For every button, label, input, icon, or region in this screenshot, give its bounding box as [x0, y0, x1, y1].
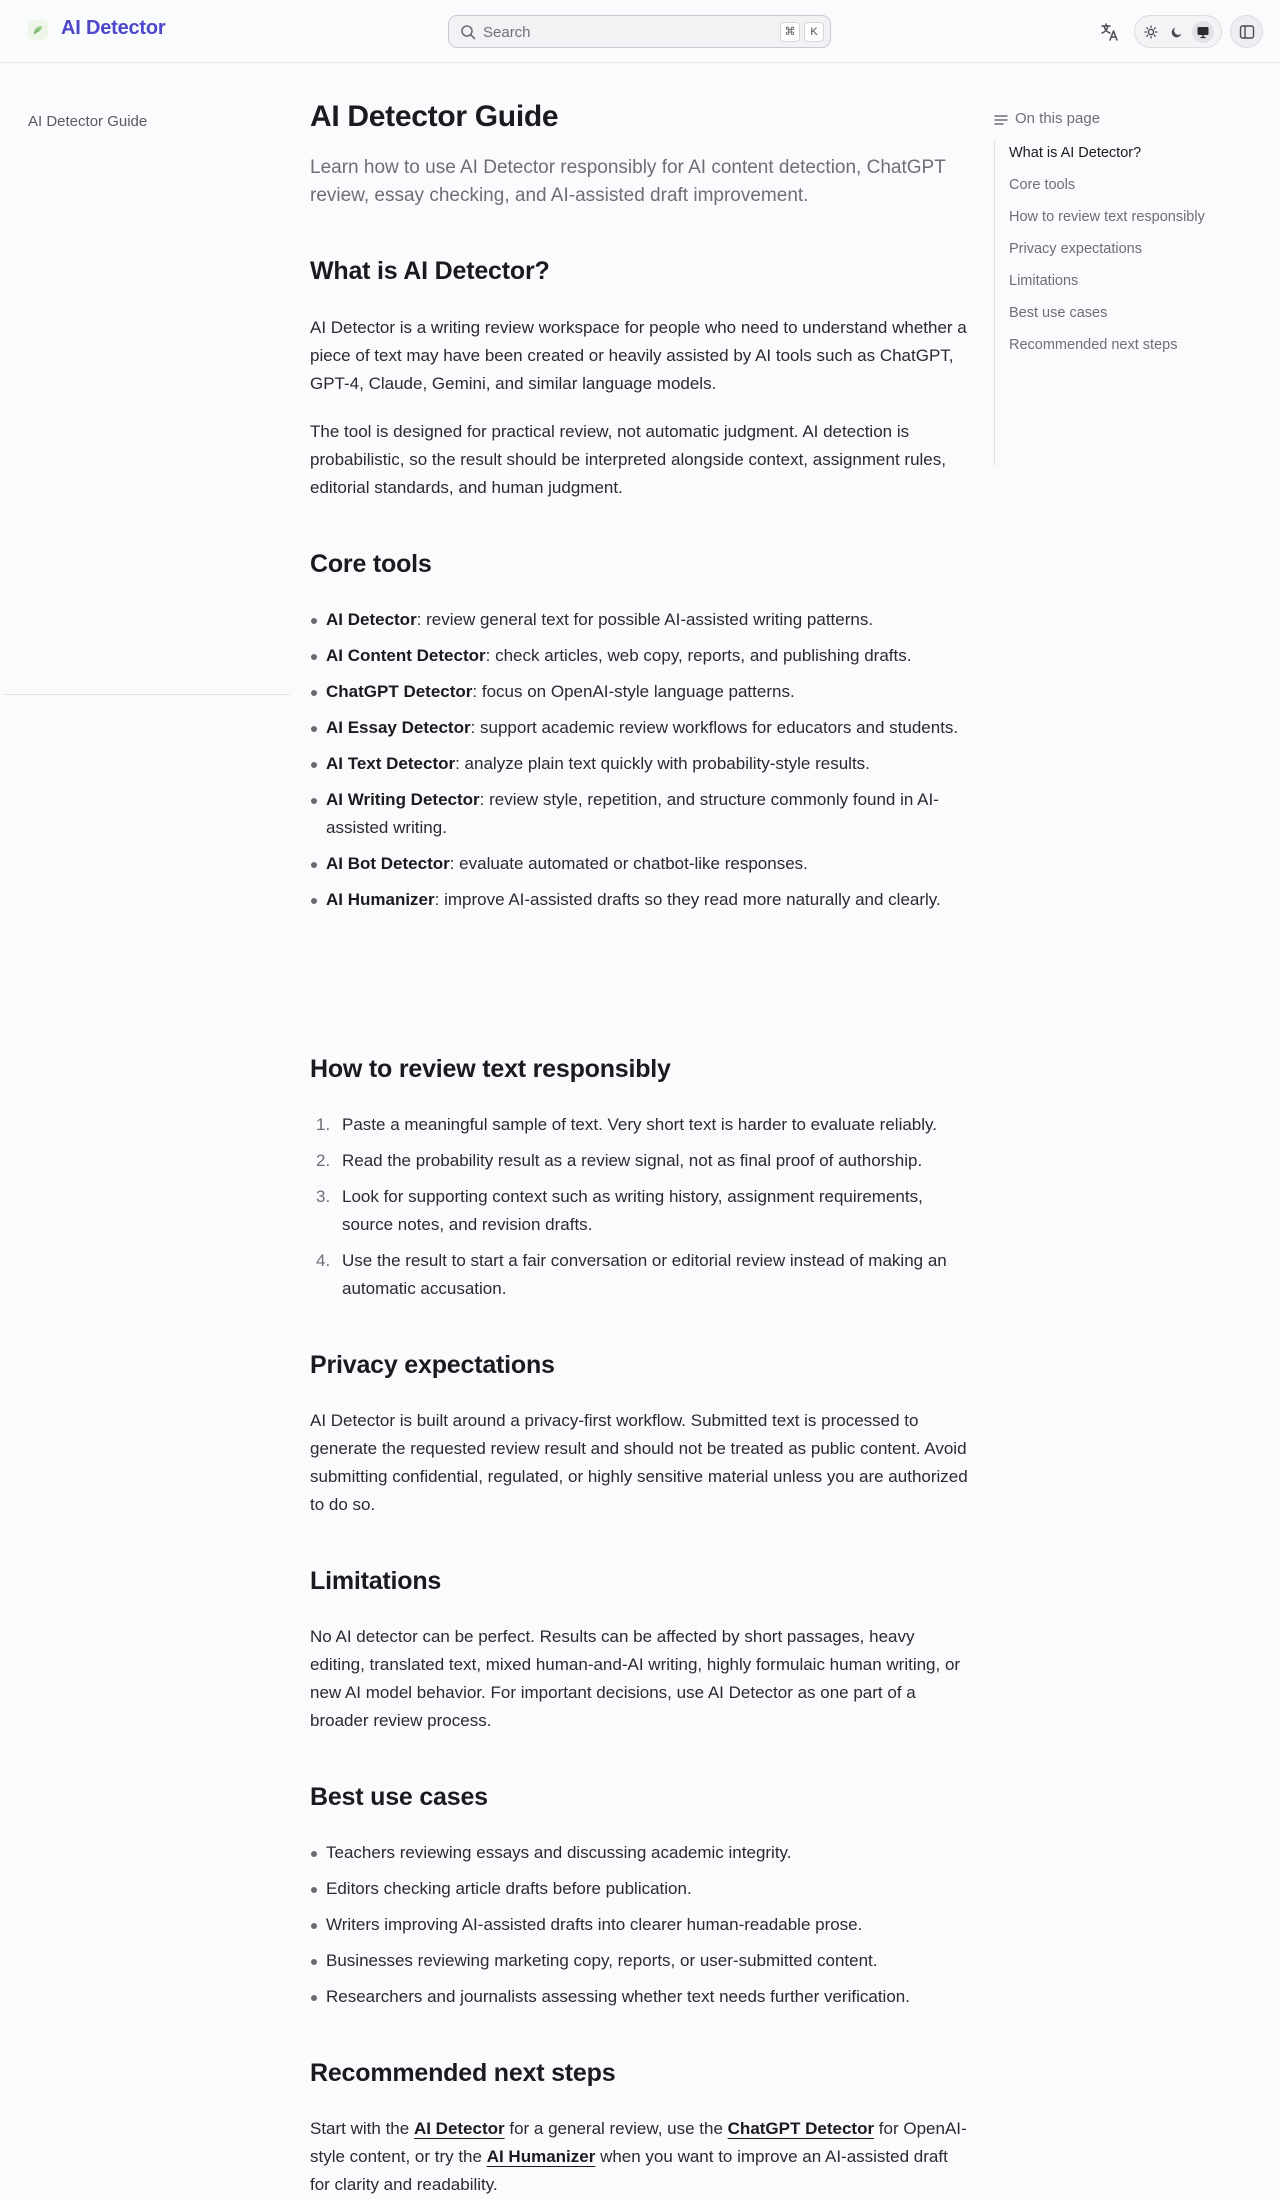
toc-item-privacy[interactable]: Privacy expectations — [1009, 241, 1142, 257]
list-item: Writers improving AI-assisted drafts into clearer human-readable prose. — [310, 1911, 970, 1939]
sun-icon[interactable] — [1140, 21, 1162, 43]
page-lead: Learn how to use AI Detector responsibly for AI content detection, ChatGPT review, essay checking, and AI-assisted draft improvement. — [310, 157, 946, 206]
toc-rail — [994, 140, 995, 466]
what-paragraph-2: The tool is designed for practical review, not automatic judgment. AI detection is probabilistic, so the result should be interpreted alongside context, assignment rules, editorial standards, and human judgment. — [310, 422, 946, 497]
theme-switcher — [1134, 15, 1222, 48]
list-item: 2. Read the probability result as a review signal, not as final proof of authorship. — [316, 1151, 923, 1170]
list-item: AI Bot Detector: evaluate automated or chatbot-like responses. — [310, 850, 970, 878]
list-item: Researchers and journalists assessing whether text needs further verification. — [310, 1983, 970, 2011]
heading-best-use-cases: Best use cases — [310, 1783, 488, 1811]
toc-item-what-is[interactable]: What is AI Detector? — [1009, 145, 1142, 161]
sidebar-item-ai-detector-guide[interactable]: AI Detector Guide — [28, 113, 148, 130]
leaf-logo-icon[interactable] — [26, 18, 50, 42]
privacy-paragraph: AI Detector is built around a privacy-first workflow. Submitted text is processed to generate the requested review result and should not be treated as public content. Avoid submitting confidential, regulated, or highly sensitive material unless you are authorized to do so. — [310, 1411, 968, 1514]
limitations-paragraph: No AI detector can be perfect. Results can be affected by short passages, heavy editing, translated text, mixed human-and-AI writing, highly formulaic human writing, or new AI model behavior. For important decisions, use AI Detector as one part of a broader review process. — [310, 1627, 961, 1730]
toc-title: On this page — [1015, 110, 1101, 127]
link-ai-humanizer[interactable]: AI Humanizer — [486, 2147, 596, 2166]
toc-item-best-use-cases[interactable]: Best use cases — [1009, 305, 1108, 321]
brand-title[interactable]: AI Detector — [61, 17, 166, 39]
list-item: 4. Use the result to start a fair conversation or editorial review instead of making an automatic accusation. — [316, 1251, 947, 1298]
toc-item-review[interactable]: How to review text responsibly — [1009, 209, 1205, 225]
heading-what-is: What is AI Detector? — [310, 257, 550, 285]
toc-item-next-steps[interactable]: Recommended next steps — [1009, 337, 1178, 353]
monitor-icon[interactable] — [1192, 21, 1214, 43]
list-item: AI Text Detector: analyze plain text quickly with probability-style results. — [310, 750, 970, 778]
list-item: 1. Paste a meaningful sample of text. Very short text is harder to evaluate reliably. — [316, 1115, 937, 1134]
link-ai-detector[interactable]: AI Detector — [413, 2119, 505, 2138]
top-navbar — [0, 0, 1280, 63]
translate-icon[interactable] — [1099, 21, 1121, 43]
toc-item-limitations[interactable]: Limitations — [1009, 273, 1079, 289]
list-item: Editors checking article drafts before publication. — [310, 1875, 970, 1903]
heading-privacy: Privacy expectations — [310, 1351, 555, 1379]
sidebar-toggle-icon[interactable] — [1230, 15, 1263, 48]
list-item: AI Humanizer: improve AI-assisted drafts so they read more naturally and clearly. — [310, 886, 970, 914]
list-item: 3. Look for supporting context such as writing history, assignment requirements, source notes, and revision drafts. — [316, 1187, 923, 1234]
heading-limitations: Limitations — [310, 1567, 442, 1595]
list-item: AI Essay Detector: support academic review workflows for educators and students. — [310, 714, 970, 742]
search-placeholder: Search — [483, 24, 531, 41]
link-chatgpt-detector[interactable]: ChatGPT Detector — [727, 2119, 875, 2138]
kbd-cmd: ⌘ — [780, 22, 800, 42]
next-steps-paragraph: Start with the AI Detector for a general review, use the ChatGPT Detector for OpenAI-style content, or try the AI Humanizer when you want to improve an AI-assisted draft for clarity and readability. — [310, 2119, 967, 2194]
list-item: AI Content Detector: check articles, web copy, reports, and publishing drafts. — [310, 642, 970, 670]
what-paragraph-1: AI Detector is a writing review workspace for people who need to understand whether a piece of text may have been created or heavily assisted by AI tools such as ChatGPT, GPT-4, Claude, Gemini, and similar language models. — [310, 318, 967, 393]
page-title: AI Detector Guide — [310, 100, 559, 133]
moon-icon[interactable] — [1166, 21, 1188, 43]
list-item: Businesses reviewing marketing copy, reports, or user-submitted content. — [310, 1947, 970, 1975]
kbd-key: K — [804, 22, 824, 42]
heading-next-steps: Recommended next steps — [310, 2059, 616, 2087]
search-button[interactable] — [448, 15, 831, 48]
heading-review: How to review text responsibly — [310, 1055, 671, 1083]
list-item: AI Detector: review general text for possible AI-assisted writing patterns. — [310, 606, 970, 634]
core-tools-list — [310, 606, 970, 922]
heading-core-tools: Core tools — [310, 550, 432, 578]
use-cases-list — [310, 1839, 970, 2019]
list-icon — [994, 113, 1008, 132]
list-item: Teachers reviewing essays and discussing academic integrity. — [310, 1839, 970, 1867]
search-icon — [460, 24, 476, 40]
list-item: ChatGPT Detector: focus on OpenAI-style language patterns. — [310, 678, 970, 706]
review-steps-list — [310, 1111, 970, 1311]
sidebar-divider — [4, 694, 290, 695]
list-item: AI Writing Detector: review style, repetition, and structure commonly found in AI-assisted writing. — [310, 786, 970, 842]
toc-item-core-tools[interactable]: Core tools — [1009, 177, 1076, 193]
